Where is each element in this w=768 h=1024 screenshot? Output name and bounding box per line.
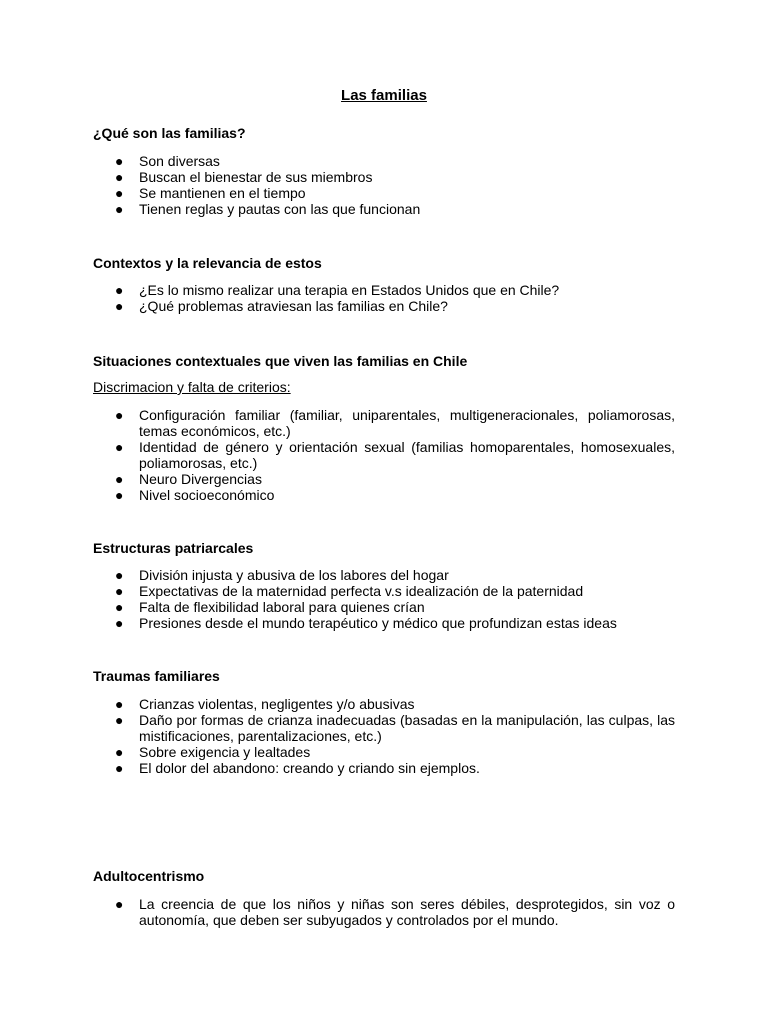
list-item: ● División injusta y abusiva de los labores del hogar bbox=[115, 567, 449, 583]
section-subheading-block bbox=[93, 379, 675, 395]
bullet-icon: ● bbox=[115, 615, 124, 631]
list-item: ● ¿Qué problemas atraviesan las familias en Chile? bbox=[115, 298, 448, 314]
list-item: ● Sobre exigencia y lealtades bbox=[115, 744, 311, 760]
page-title: Las familias bbox=[341, 87, 427, 104]
list-item: ● El dolor del abandono: creando y criando sin ejemplos. bbox=[115, 760, 480, 776]
section-heading: Adultocentrismo bbox=[93, 868, 205, 884]
list-item: ● Neuro Divergencias bbox=[115, 471, 262, 487]
section-estructuras bbox=[93, 540, 675, 556]
section-list bbox=[93, 153, 675, 217]
bullet-icon: ● bbox=[115, 201, 124, 217]
section-list bbox=[93, 282, 675, 314]
bullet-icon: ● bbox=[115, 583, 124, 599]
section-heading: Traumas familiares bbox=[93, 668, 220, 684]
section-list bbox=[93, 567, 675, 631]
bullet-icon: ● bbox=[115, 471, 124, 487]
bullet-icon: ● bbox=[115, 744, 124, 760]
section-list bbox=[93, 407, 675, 503]
section-list bbox=[93, 896, 675, 928]
bullet-icon: ● bbox=[115, 896, 124, 912]
list-item: ● Configuración familiar (familiar, uniparentales, multigeneracionales, poliamorosas, temas económicos, etc.) bbox=[115, 407, 675, 439]
bullet-icon: ● bbox=[115, 439, 124, 455]
list-item: ● Nivel socioeconómico bbox=[115, 487, 275, 503]
bullet-icon: ● bbox=[115, 487, 124, 503]
bullet-icon: ● bbox=[115, 567, 124, 583]
section-heading: Estructuras patriarcales bbox=[93, 540, 254, 556]
section-subheading: Discrimacion y falta de criterios: bbox=[93, 379, 291, 395]
bullet-icon: ● bbox=[115, 185, 124, 201]
bullet-icon: ● bbox=[115, 298, 124, 314]
bullet-icon: ● bbox=[115, 760, 124, 776]
bullet-icon: ● bbox=[115, 599, 124, 615]
bullet-icon: ● bbox=[115, 169, 124, 185]
list-item: ● Falta de flexibilidad laboral para quienes crían bbox=[115, 599, 425, 615]
list-item: ● Crianzas violentas, negligentes y/o abusivas bbox=[115, 696, 415, 712]
list-item: ● Son diversas bbox=[115, 153, 220, 169]
bullet-icon: ● bbox=[115, 282, 124, 298]
bullet-icon: ● bbox=[115, 407, 124, 423]
section-contextos bbox=[93, 255, 675, 271]
list-item: ● Buscan el bienestar de sus miembros bbox=[115, 169, 373, 185]
list-item: ● Presiones desde el mundo terapéutico y médico que profundizan estas ideas bbox=[115, 615, 617, 631]
list-item: ● Daño por formas de crianza inadecuadas (basadas en la manipulación, las culpas, las mistificaciones, parentalizaciones, etc.) bbox=[115, 712, 675, 744]
bullet-icon: ● bbox=[115, 712, 124, 728]
section-heading: Situaciones contextuales que viven las familias en Chile bbox=[93, 353, 468, 369]
section-heading: Contextos y la relevancia de estos bbox=[93, 255, 322, 271]
list-item: ● Tienen reglas y pautas con las que funcionan bbox=[115, 201, 421, 217]
bullet-icon: ● bbox=[115, 696, 124, 712]
bullet-icon: ● bbox=[115, 153, 124, 169]
section-traumas bbox=[93, 668, 675, 684]
section-que-son bbox=[93, 125, 675, 141]
list-item: ● La creencia de que los niños y niñas son seres débiles, desprotegidos, sin voz o autonomía, que deben ser subyugados y controlados por el mundo. bbox=[115, 896, 675, 928]
list-item: ● Identidad de género y orientación sexual (familias homoparentales, homosexuales, poliamorosas, etc.) bbox=[115, 439, 675, 471]
section-list bbox=[93, 696, 675, 776]
section-heading: ¿Qué son las familias? bbox=[93, 125, 246, 141]
section-adultocentrismo bbox=[93, 868, 675, 884]
section-situaciones bbox=[93, 353, 675, 369]
list-item: ● Se mantienen en el tiempo bbox=[115, 185, 306, 201]
list-item: ● Expectativas de la maternidad perfecta v.s idealización de la paternidad bbox=[115, 583, 584, 599]
list-item: ● ¿Es lo mismo realizar una terapia en Estados Unidos que en Chile? bbox=[115, 282, 560, 298]
